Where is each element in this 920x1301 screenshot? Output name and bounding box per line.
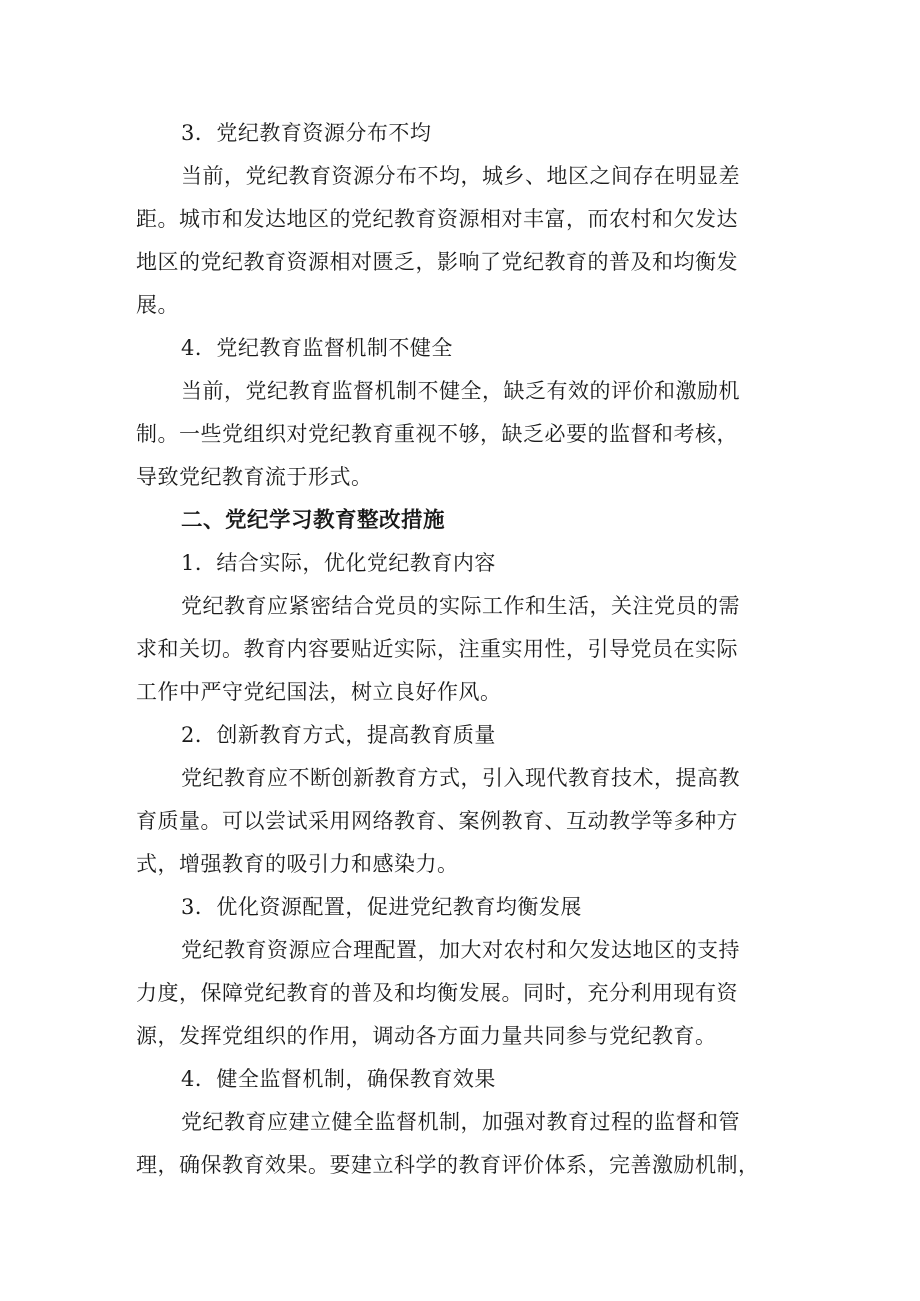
paragraph-resources-uneven (136, 155, 796, 327)
paragraph-line: 育质量。可以尝试采用网络教育、案例教育、互动教学等多种方 (136, 809, 738, 833)
paragraph-optimize-resources (136, 929, 796, 1058)
section-heading-rectification-measures: 二、党纪学习教育整改措施 (181, 508, 446, 533)
paragraph-line: 地区的党纪教育资源相对匮乏，影响了党纪教育的普及和均衡发 (136, 250, 738, 274)
document-body (136, 112, 796, 1187)
subheading-innovate-methods: 2．创新教育方式，提高教育质量 (181, 723, 496, 747)
paragraph-supervision-incomplete (136, 370, 796, 499)
paragraph-line: 党纪教育应建立健全监督机制，加强对教育过程的监督和管 (181, 1110, 740, 1134)
subheading-supervision-incomplete: 4．党纪教育监督机制不健全 (181, 336, 453, 360)
subheading-optimize-content: 1．结合实际，优化党纪教育内容 (181, 551, 496, 575)
paragraph-line: 工作中严守党纪国法，树立良好作风。 (136, 680, 502, 704)
paragraph-line: 式，增强教育的吸引力和感染力。 (136, 852, 459, 876)
paragraph-line: 理，确保教育效果。要建立科学的教育评价体系，完善激励机制， (136, 1153, 760, 1177)
paragraph-innovate-methods (136, 757, 796, 886)
paragraph-line: 党纪教育应不断创新教育方式，引入现代教育技术，提高教 (181, 766, 740, 790)
subheading-optimize-resources: 3．优化资源配置，促进党纪教育均衡发展 (181, 895, 582, 919)
paragraph-line: 导致党纪教育流于形式。 (136, 465, 373, 489)
paragraph-line: 党纪教育应紧密结合党员的实际工作和生活，关注党员的需 (181, 594, 740, 618)
paragraph-line: 距。城市和发达地区的党纪教育资源相对丰富，而农村和欠发达 (136, 207, 738, 231)
subheading-improve-supervision: 4．健全监督机制，确保教育效果 (181, 1067, 496, 1091)
paragraph-line: 党纪教育资源应合理配置，加大对农村和欠发达地区的支持 (181, 938, 740, 962)
paragraph-improve-supervision (136, 1101, 796, 1187)
paragraph-line: 制。一些党组织对党纪教育重视不够，缺乏必要的监督和考核， (136, 422, 738, 446)
paragraph-line: 源，发挥党组织的作用，调动各方面力量共同参与党纪教育。 (136, 1024, 717, 1048)
subheading-resources-uneven: 3．党纪教育资源分布不均 (181, 121, 432, 145)
paragraph-line: 当前，党纪教育资源分布不均，城乡、地区之间存在明显差 (181, 164, 740, 188)
paragraph-line: 展。 (136, 293, 179, 317)
paragraph-line: 求和关切。教育内容要贴近实际，注重实用性，引导党员在实际 (136, 637, 738, 661)
paragraph-optimize-content (136, 585, 796, 714)
paragraph-line: 当前，党纪教育监督机制不健全，缺乏有效的评价和激励机 (181, 379, 740, 403)
paragraph-line: 力度，保障党纪教育的普及和均衡发展。同时，充分利用现有资 (136, 981, 738, 1005)
